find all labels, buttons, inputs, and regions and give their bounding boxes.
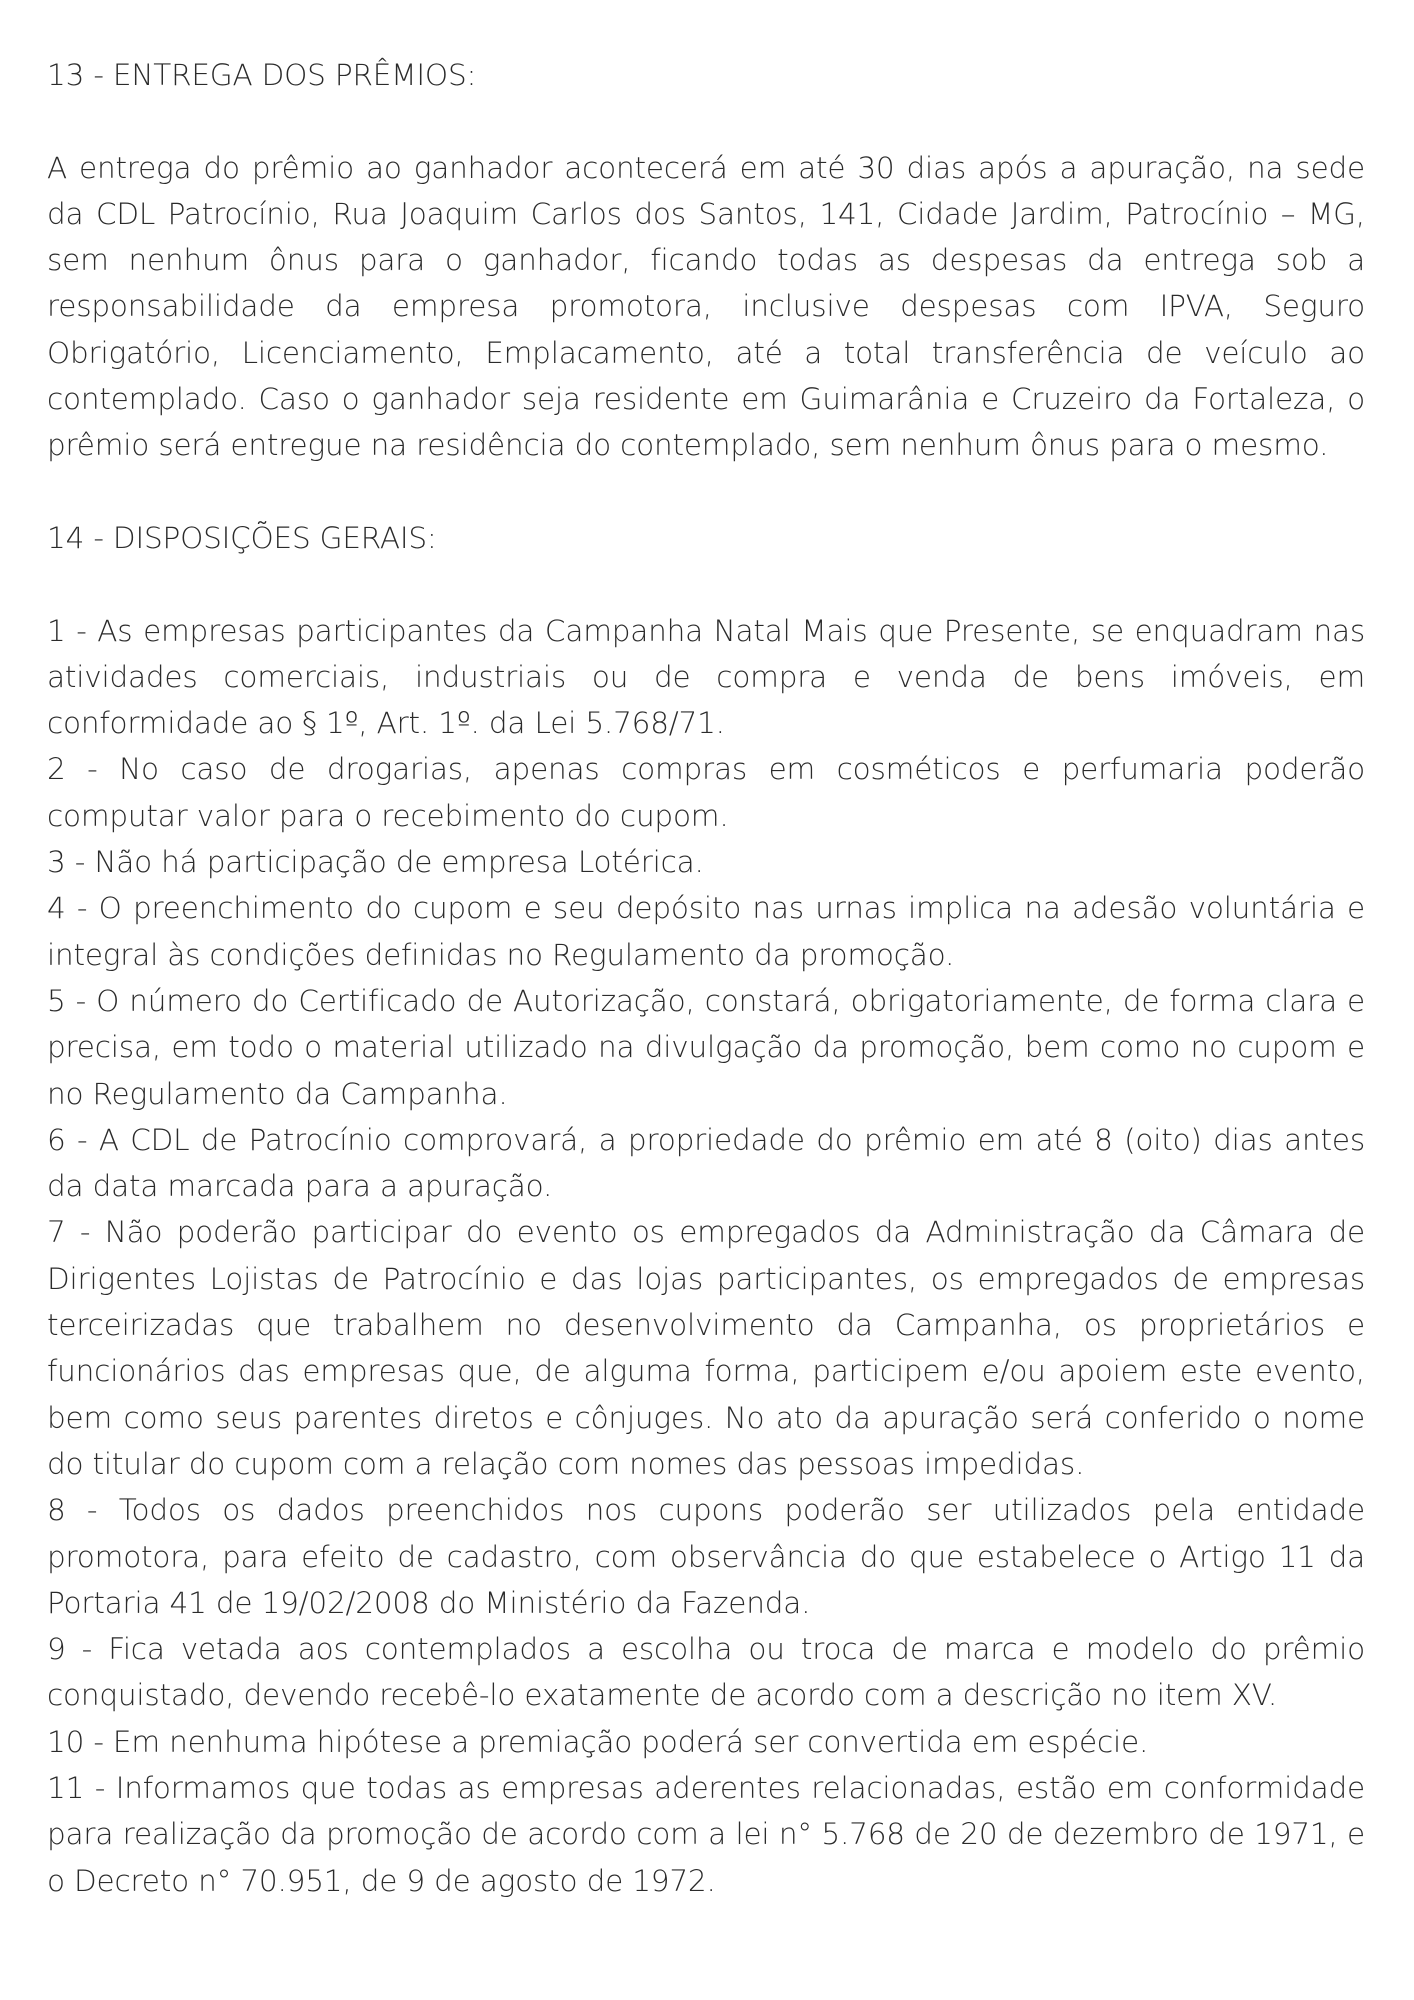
list-item: 6 - A CDL de Patrocínio comprovará, a propriedade do prêmio em até 8 (oito) dias antes da data marcada para a apuração. (47, 1122, 1365, 1204)
document-page (47, 52, 1365, 1904)
list-item: 1 - As empresas participantes da Campanha Natal Mais que Presente, se enquadram nas atividades comerciais, industriais ou de compra e venda de bens imóveis, em conformidade ao § 1º, Art. 1º. da Lei 5.768/71. (47, 613, 1365, 741)
section-13-paragraph: A entrega do prêmio ao ganhador acontecerá em até 30 dias após a apuração, na sede da CDL Patrocínio, Rua Joaquim Carlos dos Santos, 141, Cidade Jardim, Patrocínio – MG, sem nenhum ônus para o ganhador, ficando todas as despesas da entrega sob a responsabilidade da empresa promotora, inclusive despesas com IPVA, Seguro Obrigatório, Licenciamento, Emplacamento, até a total transferência de veículo ao contemplado. Caso o ganhador seja residente em Guimarânia e Cruzeiro da Fortaleza, o prêmio será entregue na residência do contemplado, sem nenhum ônus para o mesmo. (47, 150, 1365, 463)
list-item: 7 - Não poderão participar do evento os empregados da Administração da Câmara de Dirigentes Lojistas de Patrocínio e das lojas participantes, os empregados de empresas terceirizadas que trabalhem no desenvolvimento da Campanha, os proprietários e funcionários das empresas que, de alguma forma, participem e/ou apoiem este evento, bem como seus parentes diretos e cônjuges. No ato da apuração será conferido o nome do titular do cupom com a relação com nomes das pessoas impedidas. (47, 1215, 1365, 1481)
list-item: 10 - Em nenhuma hipótese a premiação poderá ser convertida em espécie. (47, 1724, 1149, 1759)
list-item: 3 - Não há participação de empresa Lotérica. (47, 845, 704, 880)
section-14-list (47, 608, 1365, 1904)
list-item: 9 - Fica vetada aos contemplados a escolha ou troca de marca e modelo do prêmio conquistado, devendo recebê-lo exatamente de acordo com a descrição no item XV. (47, 1632, 1365, 1713)
list-item: 8 - Todos os dados preenchidos nos cupons poderão ser utilizados pela entidade promotora, para efeito de cadastro, com observância do que estabelece o Artigo 11 da Portaria 41 de 19/02/2008 do Ministério da Fazenda. (47, 1493, 1365, 1620)
list-item: 11 - Informamos que todas as empresas aderentes relacionadas, estão em conformidade para realização da promoção de acordo com a lei n° 5.768 de 20 de dezembro de 1971, e o Decreto n° 70.951, de 9 de agosto de 1972. (47, 1770, 1365, 1898)
list-item: 5 - O número do Certificado de Autorização, constará, obrigatoriamente, de forma clara e precisa, em todo o material utilizado na divulgação da promoção, bem como no cupom e no Regulamento da Campanha. (47, 983, 1365, 1111)
section-13-heading: 13 - ENTREGA DOS PRÊMIOS: (47, 58, 477, 92)
list-item: 4 - O preenchimento do cupom e seu depósito nas urnas implica na adesão voluntária e integral às condições definidas no Regulamento da promoção. (47, 891, 1365, 972)
list-item: 2 - No caso de drogarias, apenas compras em cosméticos e perfumaria poderão computar valor para o recebimento do cupom. (47, 752, 1365, 833)
section-14-heading: 14 - DISPOSIÇÕES GERAIS: (47, 520, 437, 555)
